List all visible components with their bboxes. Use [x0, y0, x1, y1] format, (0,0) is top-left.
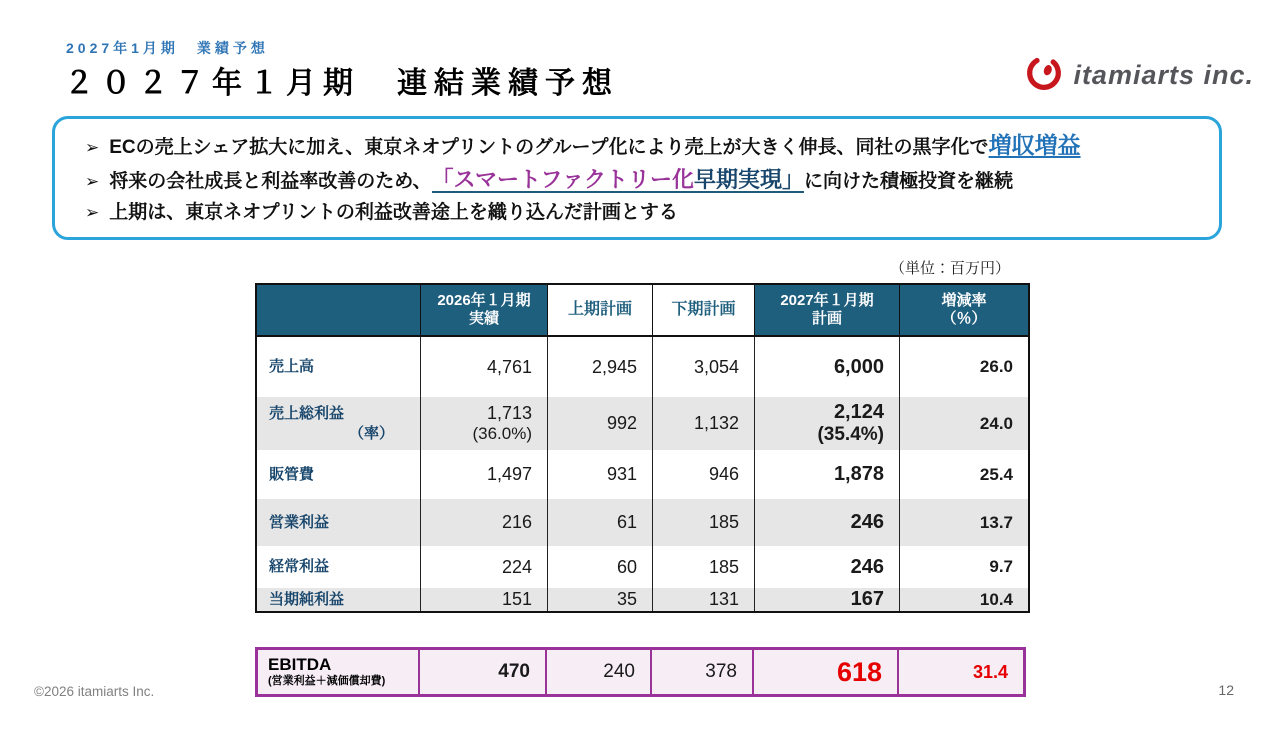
ebitda-label: EBITDA (営業利益＋減価償却費)	[268, 655, 386, 687]
ebitda-h1: 240	[545, 650, 650, 694]
cell-plan: 246	[754, 499, 899, 546]
bullet3-text: 上期は、東京ネオプリントの利益改善途上を織り込んだ計画とする	[109, 202, 678, 224]
ebitda-plan: 618	[752, 650, 897, 694]
unit-label: （単位：百万円）	[889, 260, 1010, 277]
cell-h2: 1,132	[652, 397, 754, 450]
row-label: 営業利益	[269, 513, 330, 531]
table-row-gross-profit	[257, 397, 1028, 450]
page-title: ２０２７年１月期 連結業績予想	[64, 67, 619, 100]
cell-rate: 13.7	[899, 499, 1028, 546]
highlights-box	[52, 116, 1222, 240]
cell-rate: 9.7	[899, 546, 1028, 588]
cell-actual: 4,761	[420, 337, 547, 397]
cell-plan: 2,124 (35.4%)	[754, 397, 899, 450]
table-row-ordinary-income	[257, 546, 1028, 588]
company-logo-text: itamiarts inc.	[1073, 60, 1254, 90]
forecast-table	[255, 283, 1030, 613]
cell-h2: 185	[652, 499, 754, 546]
row-label-sub: （率）	[348, 424, 394, 442]
arrow-bullet-icon: ➢	[85, 137, 100, 157]
highlight-bullet-2	[79, 168, 1195, 194]
table-row-operating-income	[257, 499, 1028, 546]
header-cell-h2-plan: 下期計画	[652, 285, 754, 335]
ebitda-actual: 470	[418, 650, 545, 694]
cell-rate: 10.4	[899, 588, 1028, 611]
row-label: 売上総利益	[269, 405, 345, 422]
highlight-bullet-3	[79, 201, 1195, 225]
page-number: 12	[1218, 682, 1234, 698]
cell-h1: 61	[547, 499, 652, 546]
table-row-sga	[257, 450, 1028, 499]
cell-actual: 1,497	[420, 450, 547, 499]
cell-plan: 6,000	[754, 337, 899, 397]
cell-h2: 131	[652, 588, 754, 611]
table-header-row	[257, 285, 1028, 337]
ebitda-h2: 378	[650, 650, 752, 694]
cell-h1: 35	[547, 588, 652, 611]
arrow-bullet-icon: ➢	[85, 171, 100, 191]
bullet2-accent-navy: 早期実現」	[693, 166, 804, 192]
itamiarts-logo-icon	[1023, 52, 1065, 99]
header-cell-change-rate: 増減率 （％）	[899, 285, 1028, 335]
header-cell-plan-fy2027: 2027年１月期 計画	[754, 285, 899, 335]
cell-actual: 216	[420, 499, 547, 546]
bullet1-accent: 増収増益	[988, 131, 1081, 158]
row-label: 売上高	[269, 358, 315, 376]
row-label: 当期純利益	[269, 590, 345, 608]
cell-rate: 24.0	[899, 397, 1028, 450]
cell-rate: 26.0	[899, 337, 1028, 397]
cell-actual: 151	[420, 588, 547, 611]
cell-actual: 224	[420, 546, 547, 588]
ebitda-row	[255, 647, 1026, 697]
ebitda-rate: 31.4	[897, 650, 1023, 694]
cell-h1: 931	[547, 450, 652, 499]
row-label: 販管費	[269, 465, 315, 483]
highlight-bullet-1	[79, 131, 1195, 160]
slide-eyebrow: 2027年1月期 業績予想	[66, 40, 269, 56]
cell-h1: 60	[547, 546, 652, 588]
table-row-sales	[257, 337, 1028, 397]
cell-actual: 1,713 (36.0%)	[420, 397, 547, 450]
bullet2-accent-purple: 「スマートファクトリー化	[431, 166, 694, 192]
cell-plan: 167	[754, 588, 899, 611]
bullet2-underlined-phrase	[432, 168, 804, 194]
cell-plan: 246	[754, 546, 899, 588]
row-label: 経常利益	[269, 558, 330, 576]
arrow-bullet-icon: ➢	[85, 203, 100, 223]
cell-h2: 185	[652, 546, 754, 588]
table-row-net-income	[257, 588, 1028, 611]
bullet1-text: ECの売上シェア拡大に加え、東京ネオプリントのグループ化により売上が大きく伸長、同社の黒字化で増収増益	[109, 131, 1081, 158]
cell-plan: 1,878	[754, 450, 899, 499]
company-logo	[1023, 52, 1254, 99]
cell-h1: 2,945	[547, 337, 652, 397]
cell-rate: 25.4	[899, 450, 1028, 499]
bullet2-text: 将来の会社成長と利益率改善のため、「スマートファクトリー化早期実現」に向けた積極投資を継続	[109, 166, 1013, 192]
cell-h2: 3,054	[652, 337, 754, 397]
header-cell-actual-fy2026: 2026年１月期 実績	[420, 285, 547, 335]
cell-h2: 946	[652, 450, 754, 499]
header-cell-h1-plan: 上期計画	[547, 285, 652, 335]
cell-h1: 992	[547, 397, 652, 450]
copyright-text: ©2026 itamiarts Inc.	[34, 684, 155, 699]
header-cell-blank	[257, 285, 420, 335]
